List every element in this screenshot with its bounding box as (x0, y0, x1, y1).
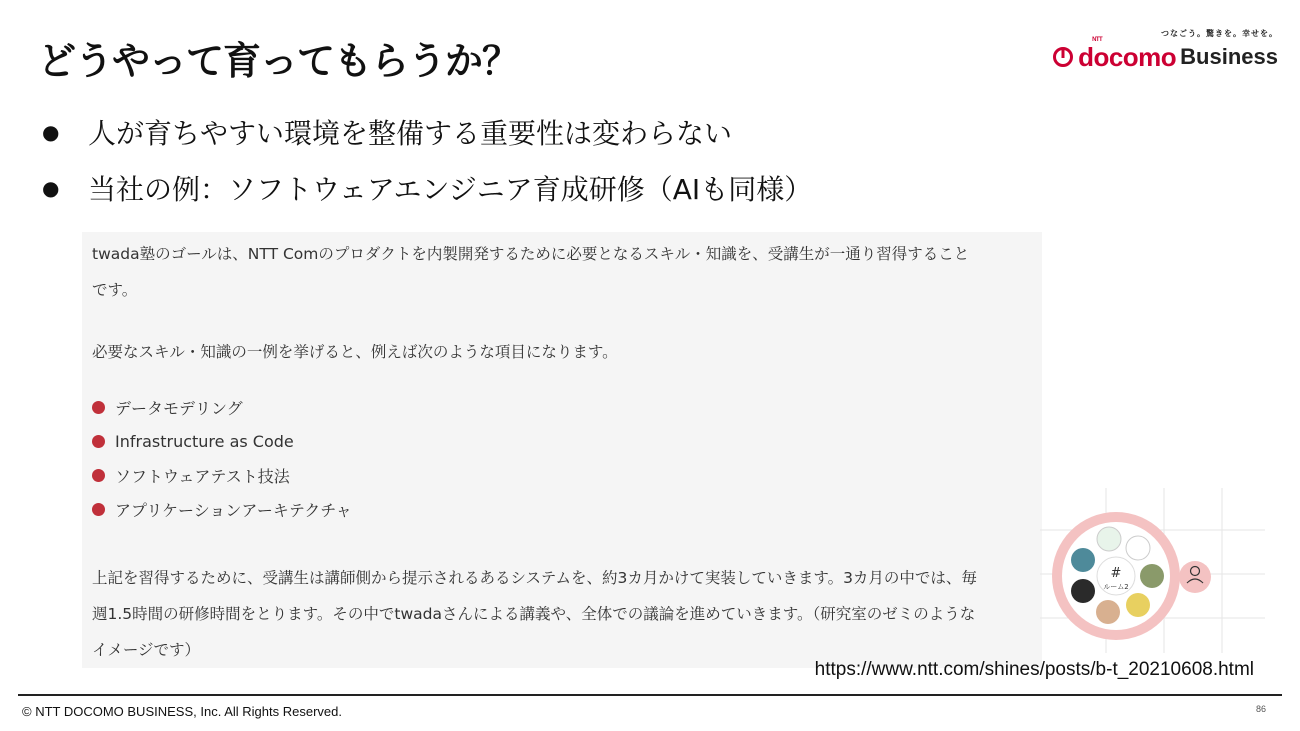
participant-avatar[interactable] (1126, 536, 1150, 560)
docomo-business-logo (1052, 36, 1278, 72)
outside-user-avatar[interactable] (1179, 561, 1211, 593)
bullet-item (42, 168, 812, 208)
red-bullet-icon (92, 435, 105, 448)
skill-item: ソフトウェアテスト技法 (92, 458, 290, 492)
logo-business-text: Business (1180, 44, 1278, 69)
logo-docomo-text: NTT docomo (1078, 36, 1177, 72)
red-bullet-icon (92, 503, 105, 516)
slide-title: どうやって育ってもらうか？ (38, 39, 520, 83)
source-url[interactable]: https://www.ntt.com/shines/posts/b-t_20210608.html (814, 659, 1254, 680)
participant-avatar[interactable] (1096, 600, 1120, 624)
skill-item: Infrastructure as Code (92, 424, 294, 458)
article-excerpt (82, 232, 1042, 668)
skill-item: データモデリング (92, 390, 243, 424)
red-bullet-icon (92, 469, 105, 482)
footer-divider (18, 694, 1282, 696)
bullet-dot: ● (42, 176, 60, 200)
excerpt-paragraph-goal: twada塾のゴールは、NTT Comのプロダクトを内製開発するために必要となるスキル・知識を、受講生が一通り習得すること です。 (92, 245, 970, 299)
bullet-text: 当社の例：ソフトウェアエンジニア育成研修（AIも同様） (88, 173, 813, 206)
room-label: ルーム2 (1103, 583, 1129, 591)
logo-ntt-text: NTT (1092, 36, 1103, 43)
virtual-room-widget[interactable] (1040, 488, 1265, 653)
brand-logo (1038, 28, 1278, 76)
excerpt-paragraph-training: 上記を習得するために、受講生は講師側から提示されるあるシステムを、約3カ月かけて実装していきます。3カ月の中では、毎 週1.5時間の研修時間をとります。その中でtwadaさんによる講義や、全体での議論を進めていきます。（研究室のゼミのような イメージです） (92, 569, 977, 659)
skill-item: アプリケーションアーキテクチャ (92, 492, 352, 526)
page-number: 86 (1255, 704, 1266, 714)
bullet-text: 人が育ちやすい環境を整備する重要性は変わらない (88, 117, 733, 150)
participant-avatar[interactable] (1071, 579, 1095, 603)
bullet-item (42, 112, 812, 152)
bullet-dot: ● (42, 120, 60, 144)
copyright-text: © NTT DOCOMO BUSINESS, Inc. All Rights Reserved. (22, 704, 342, 719)
room-hash-icon: # (1110, 566, 1122, 581)
participant-avatar[interactable] (1126, 593, 1150, 617)
participant-avatar[interactable] (1071, 548, 1095, 572)
docomo-mark-icon (1052, 46, 1074, 68)
red-bullet-icon (92, 401, 105, 414)
brand-tagline: つなごう。驚きを。幸せを。 (1161, 29, 1278, 38)
excerpt-paragraph-skills-intro: 必要なスキル・知識の一例を挙げると、例えば次のような項目になります。 (92, 343, 618, 361)
bullet-list (42, 112, 812, 224)
participant-avatar[interactable] (1140, 564, 1164, 588)
participant-avatar[interactable] (1097, 527, 1121, 551)
